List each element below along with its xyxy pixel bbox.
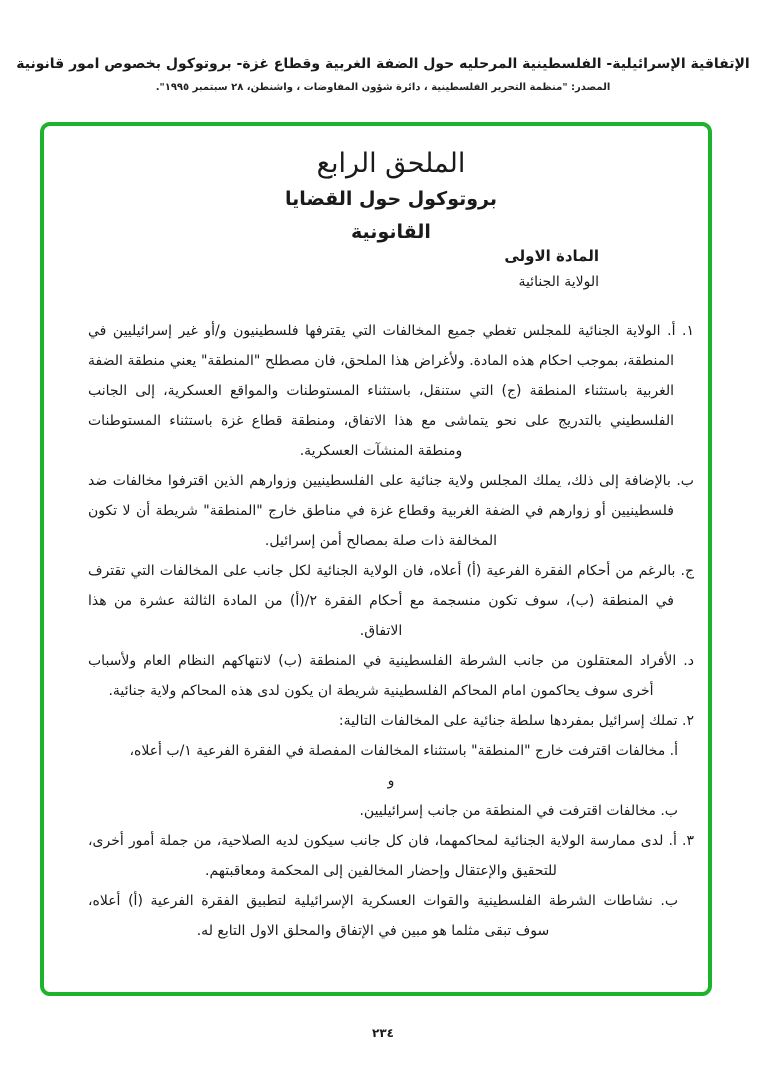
paragraph-2: ٢. تملك إسرائيل بمفردها سلطة جنائية على المخالفات التالية:: [338, 713, 694, 729]
article-body: [88, 316, 694, 946]
article-subheading: الولاية الجنائية: [518, 274, 599, 290]
paragraph-2b: ب. مخالفات اقترفت في المنطقة من جانب إسرائيليين.: [359, 803, 678, 819]
document-frame: [40, 122, 712, 996]
document-content: [44, 126, 708, 946]
page-header: [0, 54, 766, 93]
paragraph-1d: د. الأفراد المعتقلون من جانب الشرطة الفلسطينية في المنطقة (ب) لانتهاكهم النظام العام ولأسباب أخرى سوف يحاكمون امام المحاكم الفلسطينية شريطة ان يكون لدى هذه المحاكم ولاية جنائية.: [88, 653, 694, 699]
paragraph-2a: أ. مخالفات اقترفت خارج "المنطقة" باستثناء المخالفات المفصلة في الفقرة الفرعية ١/ب أعلاه،: [129, 743, 678, 759]
page-number: ٢٣٤: [372, 1026, 394, 1040]
article-heading: المادة الاولى: [504, 247, 599, 265]
paragraph-3b: ب. نشاطات الشرطة الفلسطينية والقوات العسكرية الإسرائيلية لتطبيق الفقرة الفرعية (أ) أعلاه، سوف تبقى مثلما هو مبين في الإتفاق والمحلق الاول التابع له.: [88, 893, 678, 939]
document-source-line: المصدر: "منظمة التحرير الفلسطينية ، دائرة شؤون المفاوضات ، واشنطن، ٢٨ سبتمبر ١٩٩٥".: [155, 82, 611, 93]
paragraph-3a: ٣. أ. لدى ممارسة الولاية الجنائية لمحاكمهما، فان كل جانب سيكون لديه الصلاحية، من جملة أمور أخرى، للتحقيق والإعتقال وإحضار المخالفين إلى المحكمة ومعاقبتهم.: [88, 833, 694, 879]
paragraph-1c: ج. بالرغم من أحكام الفقرة الفرعية (أ) أعلاه، فان الولاية الجنائية لكل جانب على المخالفات التي تقترف في المنطقة (ب)، سوف تكون منسجمة مع أحكام الفقرة ٢/(أ) من المادة الثالثة عشرة من هذا الاتفاق.: [88, 563, 694, 639]
annex-title: الملحق الرابع: [316, 148, 466, 179]
paragraph-1a: ١. أ. الولاية الجنائية للمجلس تغطي جميع المخالفات التي يقترفها فلسطينيون و/أو غير إسرائيليين في المنطقة، بموجب احكام هذه المادة. ولأغراض هذا الملحق، فان مصطلح "المنطقة" يعني منطقة الضفة الغربية باستثناء المنطقة (ج) التي ستنقل، باستثناء المستوطنات والمواقع العسكرية، إلى الجانب الفلسطيني بالتدريج على نحو يتماشى مع هذا الاتفاق، ومنطقة قطاع غزة باستثناء المستوطنات ومنطقة المنشآت العسكرية.: [88, 323, 694, 459]
paragraph-1b: ب. بالإضافة إلى ذلك، يملك المجلس ولاية جنائية على الفلسطينيين وزوارهم الذين اقترفوا مخالفات ضد فلسطينيين أو زوارهم في الضفة الغربية وقطاع غزة في مناطق خارج "المنطقة" شريطة أن لا تكون المخالفة ذات صلة بمصالح أمن إسرائيل.: [88, 473, 694, 549]
protocol-title: بروتوكول حول القضايا: [284, 188, 498, 210]
conjunction-waw-line: و: [387, 773, 395, 789]
document-header-title: الإتفاقية الإسرائيلية- الفلسطينية المرحليه حول الضفة الغربية وقطاع غزة- بروتوكول بخصوص امور قانونية: [16, 56, 750, 72]
protocol-title-second-line: القانونية: [351, 221, 431, 243]
